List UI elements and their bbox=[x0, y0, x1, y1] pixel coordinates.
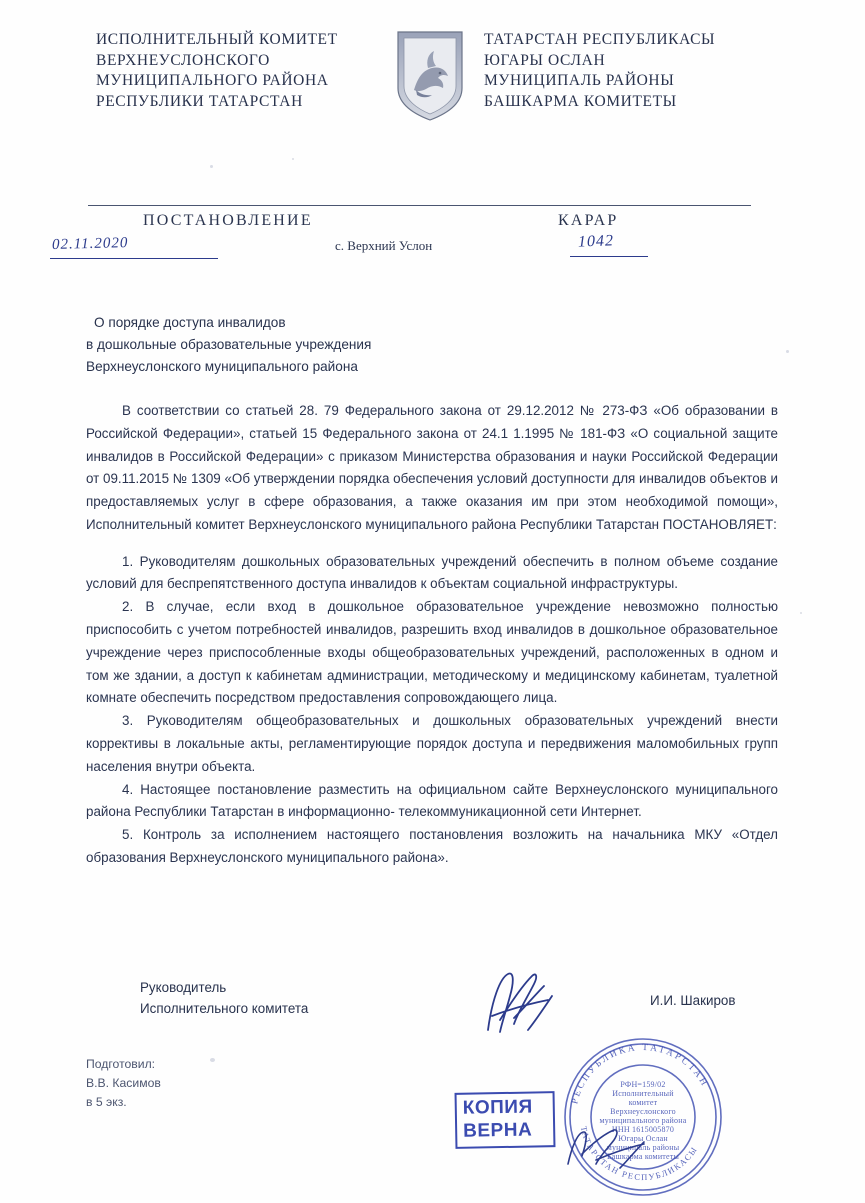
clause-paragraph: 2. В случае, если вход в дошкольное образовательное учреждение невозможно полностью приспособить с учетом потребностей инвалидов, разрешить вход инвалидов в дошкольное образовательное учреждение через приспособленные входы общеобразовательных учреждений, расположенных в одном и том же здании, а доступ к кабинетам администрации, методическому и медицинскому кабинетам, туалетной комнате обеспечить посредством предоставления сопровождающего лица. bbox=[86, 599, 778, 706]
prepared-line: В.В. Касимов bbox=[86, 1075, 161, 1090]
document-place: с. Верхний Услон bbox=[335, 238, 433, 253]
header-line: ИСПОЛНИТЕЛЬНЫЙ КОМИТЕТ bbox=[96, 31, 338, 48]
document-header bbox=[0, 30, 865, 122]
svg-text:РЕСПУБЛИКА ТАТАРСТАН bbox=[570, 1043, 709, 1105]
stamp-arc-bottom-text: ТАТАРСТАН РЕСПУБЛИКАСЫ bbox=[578, 1125, 700, 1183]
signature-title-line: Исполнительного комитета bbox=[140, 1000, 309, 1016]
stamp-inner-line: Башкарма комитеты bbox=[606, 1152, 680, 1161]
subject-line: Верхнеуслонского муниципального района bbox=[86, 359, 358, 375]
header-line: БАШКАРМА КОМИТЕТЫ bbox=[484, 92, 677, 110]
signatory-name: И.И. Шакиров bbox=[650, 993, 736, 1008]
copy-stamp-line: ВЕРНА bbox=[463, 1119, 533, 1142]
number-underline bbox=[570, 256, 648, 257]
stamp-inner-line: муниципального района bbox=[599, 1116, 687, 1125]
document-kind-ru: ПОСТАНОВЛЕНИЕ bbox=[143, 212, 313, 229]
prepared-by bbox=[86, 1055, 161, 1112]
stamp-inner-line: муниципаль районы bbox=[606, 1143, 680, 1152]
stamp-inner-line: ИНН 1615005870 bbox=[611, 1125, 675, 1134]
document-body bbox=[86, 400, 778, 870]
stamp-inner-line: комитет bbox=[628, 1098, 658, 1107]
header-line: МУНИЦИПАЛЬНОГО РАЙОНА bbox=[96, 72, 329, 90]
signature-title-line: Руководитель bbox=[140, 980, 227, 995]
handwritten-signature-secondary-icon bbox=[560, 1120, 670, 1180]
preamble-paragraph: В соответствии со статьей 28. 79 Федерального закона от 29.12.2012 № 273-ФЗ «Об образовании в Российской Федерации», статьей 15 Федерального закона от 24.1 1.1995 № 181-ФЗ «О социальной защите инвалидов в Российской Федерации» с приказом Министерства образования и науки Российской Федерации от 09.11.2015 № 1309 «Об утверждении порядка обеспечения условий доступности для инвалидов объектов и предоставляемых услуг в сфере образования, а также оказания им при этом необходимой помощи», Исполнительный комитет Верхнеуслонского муниципального района Республики Татарстан ПОСТАНОВЛЯЕТ: bbox=[86, 403, 778, 532]
svg-text:ТАТАРСТАН РЕСПУБЛИКАСЫ bbox=[579, 1125, 700, 1182]
prepared-line: в 5 экз. bbox=[86, 1094, 127, 1109]
document-kind-tt: КАРАР bbox=[558, 212, 619, 229]
clause-paragraph: 3. Руководителям общеобразовательных и дошкольных образовательных учреждений внести коррективы в локальные акты, регламентирующие порядок доступа и передвижения маломобильных групп населения внутри объекта. bbox=[86, 713, 778, 774]
header-line: МУНИЦИПАЛЬ РАЙОНЫ bbox=[484, 72, 675, 90]
handwritten-date: 02.11.2020 bbox=[51, 235, 129, 253]
header-org-tatar bbox=[474, 30, 774, 112]
stamp-inner-line: Верхнеуслонского bbox=[610, 1107, 676, 1116]
document-subject bbox=[86, 312, 646, 378]
copy-stamp-line: КОПИЯ bbox=[462, 1096, 533, 1119]
prepared-line: Подготовил: bbox=[86, 1057, 156, 1071]
header-org-russian bbox=[91, 30, 386, 112]
stamp-inner-line: РФН=159/02 bbox=[620, 1080, 666, 1089]
header-line: ЮГАРЫ ОСЛАН bbox=[484, 51, 606, 69]
stamp-inner-line: Исполнительный bbox=[612, 1089, 674, 1098]
handwritten-number: 1042 bbox=[577, 232, 615, 251]
header-divider bbox=[88, 205, 751, 206]
official-round-stamp bbox=[562, 1036, 724, 1198]
document-kind-row bbox=[88, 212, 751, 236]
stamp-inner-line: Югары Ослан bbox=[618, 1134, 668, 1143]
handwritten-signature-icon bbox=[470, 960, 590, 1050]
stamp-arc-top-text: РЕСПУБЛИКА ТАТАРСТАН bbox=[570, 1042, 710, 1106]
coat-of-arms-icon bbox=[394, 30, 466, 122]
header-line: РЕСПУБЛИКИ ТАТАРСТАН bbox=[96, 92, 303, 110]
header-line: ТАТАРСТАН РЕСПУБЛИКАСЫ bbox=[484, 31, 716, 48]
clause-paragraph: 5. Контроль за исполнением настоящего постановления возложить на начальника МКУ «Отдел образования Верхнеуслонского муниципального района». bbox=[86, 827, 778, 865]
date-underline bbox=[50, 258, 218, 259]
subject-line: О порядке доступа инвалидов bbox=[94, 315, 286, 330]
clause-paragraph: 1. Руководителям дошкольных образовательных учреждений обеспечить в полном объеме создание условий для беспрепятственного доступа инвалидов к объектам социальной инфраструктуры. bbox=[86, 553, 778, 592]
signature-title bbox=[140, 978, 308, 1020]
clause-paragraph: 4. Настоящее постановление разместить на официальном сайте Верхнеуслонского муниципального района Республики Татарстан в информационно- телекоммуникационной сети Интернет. bbox=[86, 781, 778, 820]
copy-certified-stamp bbox=[455, 1091, 556, 1149]
subject-line: в дошкольные образовательные учреждения bbox=[86, 337, 372, 353]
header-line: ВЕРХНЕУСЛОНСКОГО bbox=[96, 51, 270, 69]
